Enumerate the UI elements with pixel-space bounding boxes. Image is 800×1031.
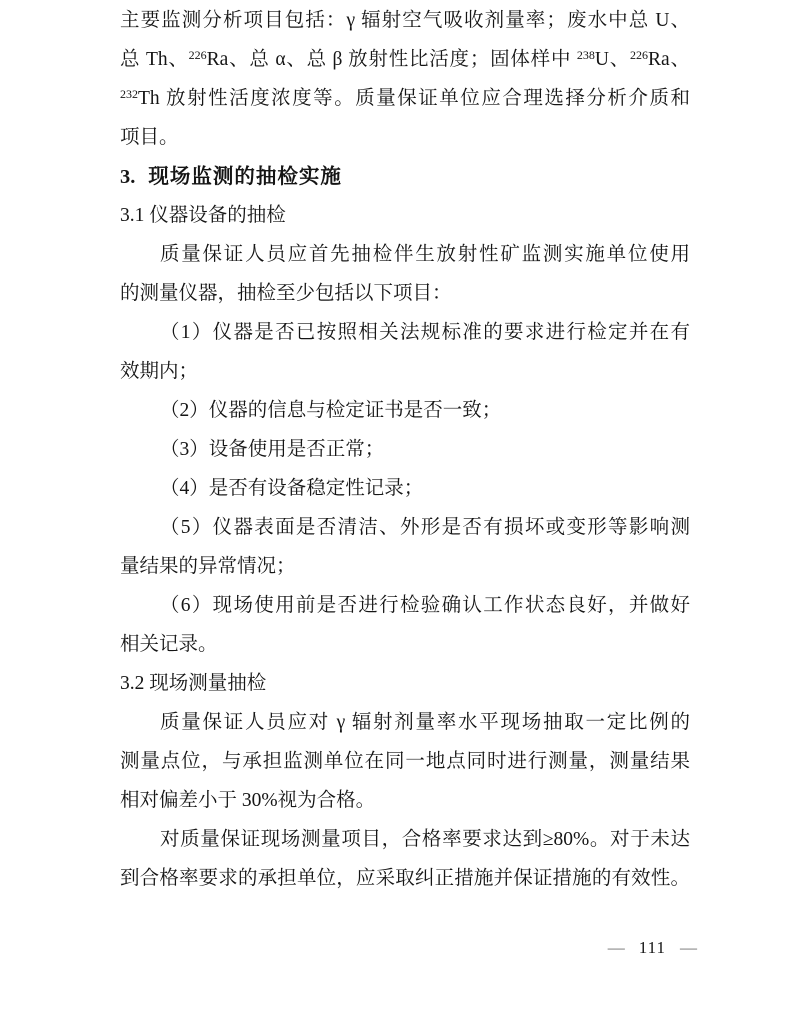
- section-number: 3.: [120, 166, 136, 188]
- paragraph-line: 的测量仪器，抽检至少包括以下项目：: [120, 283, 452, 304]
- paragraph-line: （5）仪器表面是否清洁、外形是否有损坏或变形等影响测: [160, 517, 690, 538]
- document-body: [120, 1, 690, 898]
- isotope-superscript: 226: [188, 48, 207, 62]
- text-run: Ra、: [648, 49, 690, 70]
- page-footer: [0, 932, 800, 964]
- paragraph-line: （3）设备使用是否正常；: [160, 439, 385, 460]
- text-run: U、: [594, 49, 631, 70]
- footer-rule-right: —: [680, 938, 697, 957]
- paragraph-line: 效期内；: [120, 361, 199, 382]
- text-run: 总 Th、: [120, 49, 189, 70]
- section-heading: [120, 157, 690, 196]
- footer-rule-left: —: [607, 938, 625, 957]
- paragraph-line: （4）是否有设备稳定性记录；: [160, 478, 424, 499]
- isotope-superscript: 238: [576, 48, 595, 62]
- paragraph-line: [120, 79, 690, 118]
- text-run: Th 放射性活度浓度等。质量保证单位应合理选择分析介质和: [138, 88, 690, 109]
- paragraph-line: 到合格率要求的承担单位，应采取纠正措施并保证措施的有效性。: [120, 868, 690, 889]
- paragraph-line: （6）现场使用前是否进行检验确认工作状态良好，并做好: [160, 595, 690, 616]
- paragraph-line: 测量点位，与承担监测单位在同一地点同时进行测量，测量结果: [120, 751, 690, 772]
- paragraph-line: [120, 40, 690, 79]
- paragraph-line: （2）仪器的信息与检定证书是否一致；: [160, 400, 502, 421]
- isotope-superscript: 226: [630, 48, 649, 62]
- subsection-heading: 3.1 仪器设备的抽检: [120, 205, 286, 226]
- paragraph-line: 项目。: [120, 127, 179, 148]
- page-number: 111: [638, 938, 666, 957]
- paragraph-line: 相关记录。: [120, 634, 218, 655]
- text-run: Ra、总 α、总 β 放射性比活度；固体样中: [206, 49, 577, 70]
- paragraph-line: （1）仪器是否已按照相关法规标准的要求进行检定并在有: [160, 322, 690, 343]
- paragraph-line: 质量保证人员应首先抽检伴生放射性矿监测实施单位使用: [160, 244, 690, 265]
- section-title: 现场监测的抽检实施: [148, 165, 342, 188]
- paragraph-line: 量结果的异常情况；: [120, 556, 296, 577]
- paragraph-line: 主要监测分析项目包括：γ 辐射空气吸收剂量率；废水中总 U、: [120, 10, 690, 31]
- paragraph-line: 质量保证人员应对 γ 辐射剂量率水平现场抽取一定比例的: [160, 712, 690, 733]
- subsection-heading: 3.2 现场测量抽检: [120, 673, 267, 694]
- paragraph-line: 相对偏差小于 30%视为合格。: [120, 790, 376, 811]
- isotope-superscript: 232: [120, 87, 138, 101]
- paragraph-line: 对质量保证现场测量项目，合格率要求达到≥80%。对于未达: [160, 829, 690, 850]
